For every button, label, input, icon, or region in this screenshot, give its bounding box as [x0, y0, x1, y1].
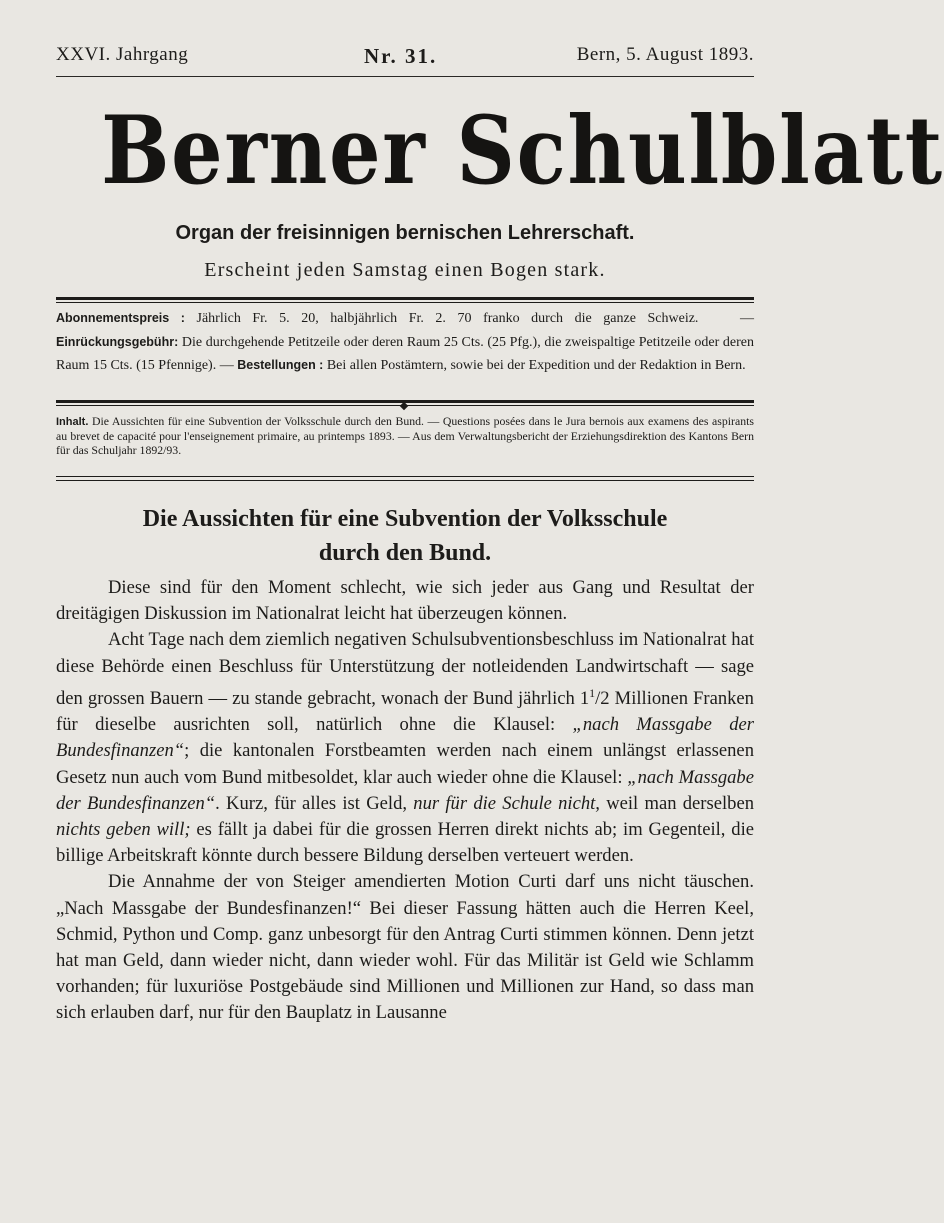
place-date: Bern, 5. August 1893. — [576, 44, 754, 65]
masthead-tagline: Erscheint jeden Samstag einen Bogen stark. — [204, 259, 606, 281]
divider-rule — [56, 476, 754, 477]
dash: — — [219, 358, 234, 373]
text-run: Acht Tage nach dem ziemlich negativen Schulsubventionsbeschluss im Nationalrat hat diese Behörde einen Beschluss für Unterstützung der notleidenden Landwirtschaft — sage den grossen Bauern — zu stande gebracht, wonach der Bund jährlich 1 — [56, 629, 754, 709]
masthead-subtitle: Organ der freisinnigen bernischen Lehrerschaft. — [175, 222, 635, 244]
paragraph: Die Annahme der von Steiger amendierten Motion Curti darf uns nicht täuschen. „Nach Massgabe der Bundesfinanzen!“ Bei dieser Fassung hätten auch die Herren Keel, Schmid, Python und Comp. ganz unbesorgt für den Antrag Curti stimmen können. Denn jetzt hat man Geld, dann wieder nicht, dann wieder wohl. Für das Militär ist Geld wie Schlamm vorhanden; für luxuriöse Postgebäude sind Millionen und Millionen zur Hand, so dass man sich erlauben darf, nur für den Bauplatz in Lausanne — [56, 871, 754, 1024]
article-headline — [56, 502, 754, 570]
volume-label: XXVI. Jahrgang — [56, 44, 189, 65]
paragraph: Diese sind für den Moment schlecht, wie sich jeder aus Gang und Resultat der dreitägigen Diskussion im Nationalrat leicht hat überzeugen können. — [56, 577, 754, 625]
orders-label: Bestellungen : — [237, 358, 324, 372]
table-of-contents — [56, 414, 754, 457]
fee-label: Einrückungsgebühr: — [56, 334, 179, 349]
subscription-info — [56, 307, 754, 378]
ornament-icon — [400, 402, 408, 410]
italic-run: nur für die Schule nicht, — [413, 792, 600, 814]
fraction-denominator: /2 — [595, 688, 610, 709]
issue-number: Nr. 31. — [364, 44, 438, 68]
italic-run: nichts geben will; — [56, 819, 191, 841]
contents-label: Inhalt. — [56, 416, 89, 428]
fee-text: Die durchgehende Petitzeile oder deren Raum 25 Cts. (25 Pfg.), die zweispaltige Petitzeile oder deren Raum 15 Cts. (15 Pfennige). — [56, 334, 755, 373]
divider-rule — [56, 297, 754, 300]
text-run: . Kurz, für alles ist Geld, — [215, 792, 414, 814]
issue-header — [56, 44, 754, 72]
text-run: ; die kantonalen Forstbeamten werden nach einem unlängst erlassenen Gesetz nun auch vom Bund mitbesoldet, klar auch wieder ohne die Klausel: — [56, 740, 754, 788]
article-body — [56, 575, 754, 1027]
text-run: weil man derselben — [599, 792, 754, 814]
fraction-numerator: 1 — [589, 685, 596, 700]
orders-text: Bei allen Postämtern, sowie bei der Expedition und der Redaktion in Bern. — [326, 358, 746, 373]
divider-rule — [56, 302, 754, 303]
text-run: es fällt ja dabei für die grossen Herren direkt nichts ab; im Gegenteil, die billige Arbeitskraft könnte durch bessere Bildung derselben verteuert werden. — [56, 819, 754, 867]
dash: — — [740, 311, 755, 326]
divider-rule — [56, 480, 754, 481]
price-text: Jährlich Fr. 5. 20, halbjährlich Fr. 2. 70 franko durch die ganze Schweiz. — [196, 311, 699, 326]
header-rule — [56, 76, 754, 77]
price-label: Abonnementspreis : — [56, 311, 185, 325]
headline-line: durch den Bund. — [318, 540, 492, 566]
text-run: Millionen Franken für dieselbe ausrichten soll, natürlich ohne die Klausel: — [56, 688, 754, 736]
contents-text: Die Aussichten für eine Subvention der Volksschule durch den Bund. — Questions posées dans le Jura bernois aux examens des aspirants au brevet de capacité pour l'enseignement primaire, au printemps 1893. — Aus dem Verwaltungsbericht der Erziehungsdirektion des Kantons Bern für das Schuljahr 1892/93. — [56, 414, 754, 457]
italic-run: „nach Massgabe der Bundesfinanzen“ — [56, 714, 754, 762]
paragraph — [56, 627, 754, 869]
italic-run: „nach Massgabe der Bundesfinanzen“ — [56, 766, 754, 814]
headline-line: Die Aussichten für eine Subvention der Volksschule — [142, 506, 668, 532]
masthead-title: Berner Schulblatt — [101, 96, 944, 206]
